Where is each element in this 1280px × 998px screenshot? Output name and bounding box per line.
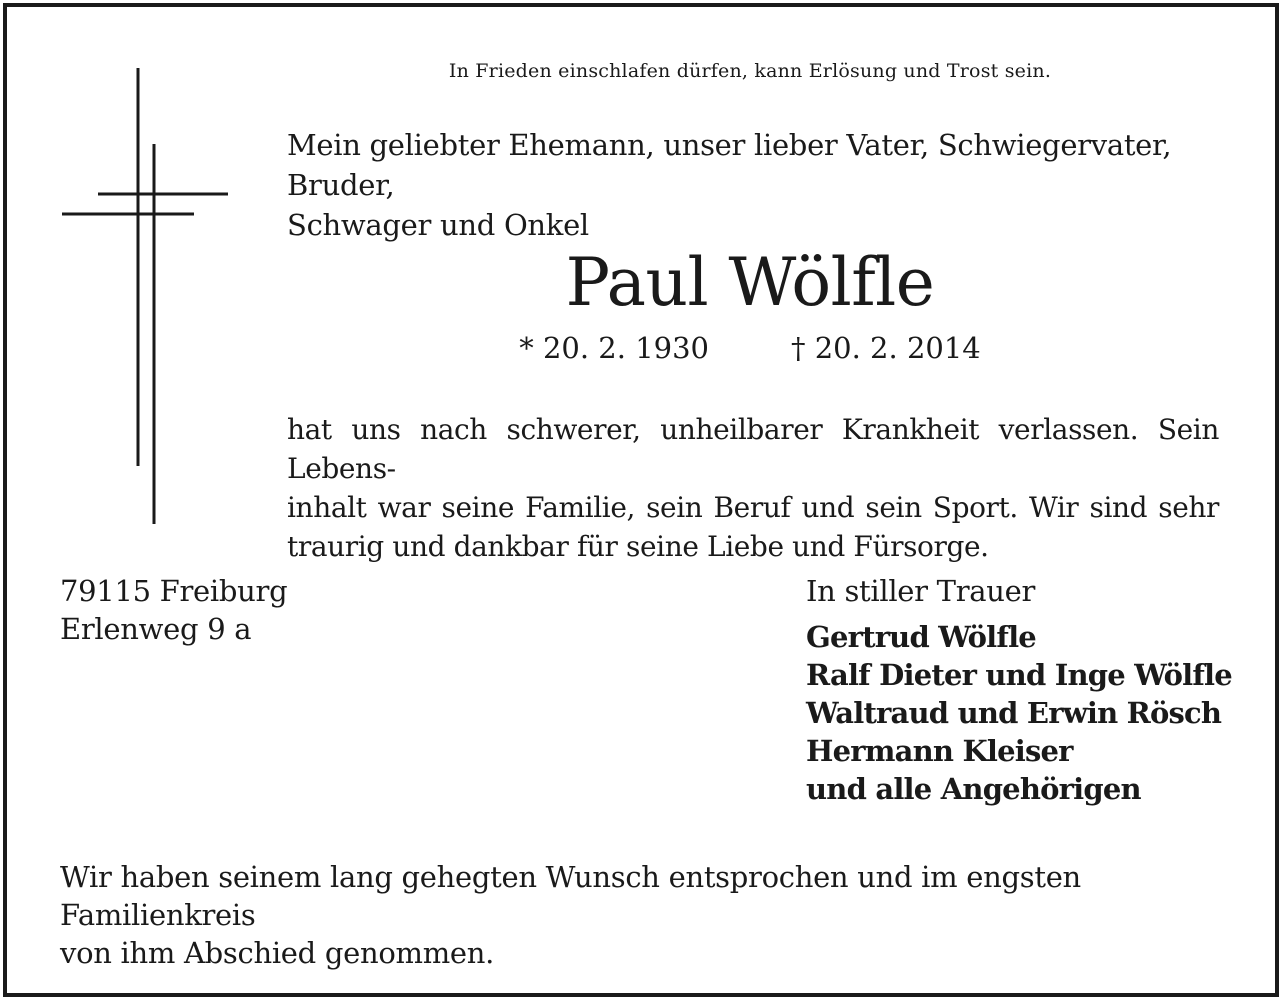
address-city: 79115 Freiburg <box>60 574 288 608</box>
deceased-name: Paul Wölfle <box>565 244 935 321</box>
intro-text <box>287 125 1227 245</box>
footer-line: Wir haben seinem lang gehegten Wunsch entsprochen und im engsten Familienkreis <box>60 860 1081 932</box>
message-line: inhalt war seine Familie, sein Beruf und sein Sport. Wir sind sehr <box>287 491 1219 524</box>
footer-line: von ihm Abschied genommen. <box>60 936 495 970</box>
intro-line: Mein geliebter Ehemann, unser lieber Vater, Schwiegervater, Bruder, <box>287 128 1172 202</box>
mourners-heading: In stiller Trauer <box>806 574 1036 608</box>
life-dates <box>300 328 1200 368</box>
motto-text: In Frieden einschlafen dürfen, kann Erlösung und Trost sein. <box>448 60 1052 82</box>
mourners-list <box>806 618 1232 808</box>
cross-icon <box>60 68 235 528</box>
footer-note <box>60 858 1230 972</box>
intro-line: Schwager und Onkel <box>287 208 589 242</box>
mourner-name: Ralf Dieter und Inge Wölfle <box>806 658 1232 692</box>
obituary-message <box>287 410 1219 566</box>
mourner-name: Waltraud und Erwin Rösch <box>806 696 1222 730</box>
mourners-block <box>806 572 1232 808</box>
message-line: hat uns nach schwerer, unheilbarer Krankheit verlassen. Sein Lebens- <box>287 413 1219 485</box>
mourner-name: und alle Angehörigen <box>806 772 1141 806</box>
address-block <box>60 572 287 648</box>
address-street: Erlenweg 9 a <box>60 612 252 646</box>
message-line: traurig und dankbar für seine Liebe und Fürsorge. <box>287 530 989 563</box>
birth-date: * 20. 2. 1930 <box>519 331 709 365</box>
mourner-name: Gertrud Wölfle <box>806 620 1036 654</box>
death-date: † 20. 2. 2014 <box>791 331 981 365</box>
mourner-name: Hermann Kleiser <box>806 734 1073 768</box>
